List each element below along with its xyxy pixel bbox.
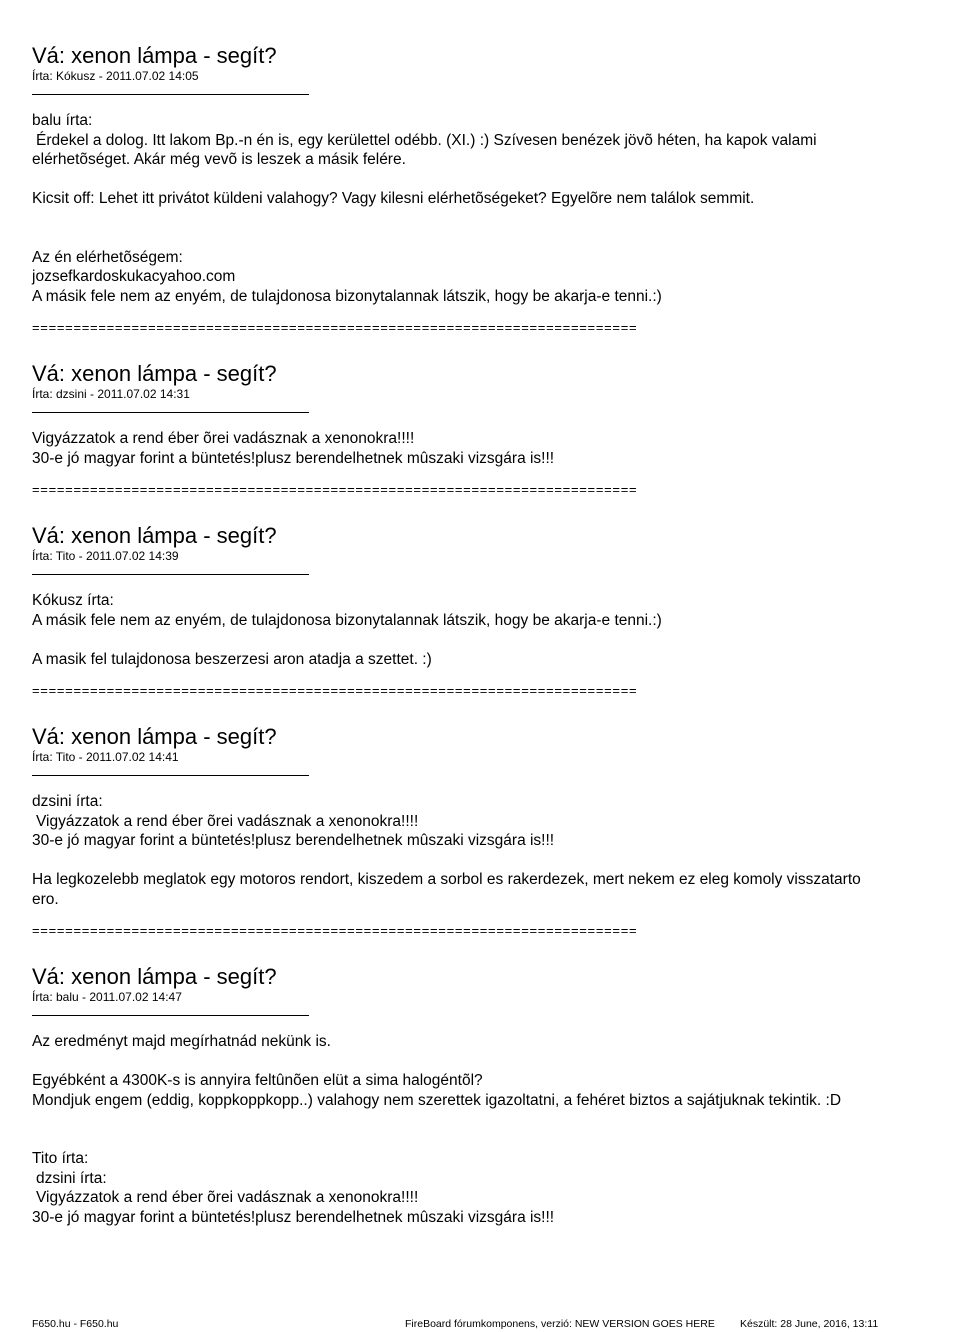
post-line [32, 209, 932, 229]
post-line: Az eredményt majd megírhatnád nekünk is. [32, 1033, 331, 1050]
footer-date: Készült: 28 June, 2016, 13:11 [740, 1318, 879, 1330]
forum-post [32, 723, 932, 939]
post-line: A másik fele nem az enyém, de tulajdonosa bizonytalannak látszik, hogy be akarja-e tenni.:) [32, 287, 662, 305]
post-separator: ========================================================================= [32, 683, 638, 698]
post-title: Vá: xenon lámpa - segít? [32, 43, 277, 68]
post-line: 30-e jó magyar forint a büntetés!plusz berendelhetnek mûszaki vizsgára is!!! [32, 832, 555, 849]
post-line [32, 630, 932, 650]
post-separator: ========================================================================= [32, 482, 638, 497]
post-author-date: Írta: Tito - 2011.07.02 14:41 [32, 750, 179, 764]
post-line [32, 1130, 932, 1150]
post-divider [32, 574, 309, 575]
post-line [32, 170, 932, 190]
post-line: dzsini írta: [36, 1169, 107, 1187]
post-line: Az én elérhetõségem: [32, 248, 183, 266]
post-line: Vigyázzatok a rend éber õrei vadásznak a xenonokra!!!! [36, 812, 419, 830]
post-author-date: Írta: balu - 2011.07.02 14:47 [32, 990, 182, 1004]
document [32, 42, 932, 1251]
post-line: Mondjuk engem (eddig, koppkoppkopp..) valahogy nem szerettek igazoltatni, a fehéret biztos a sajátjuknak tekintik. :D [32, 1091, 842, 1109]
post-title: Vá: xenon lámpa - segít? [32, 361, 277, 386]
forum-post [32, 42, 932, 336]
post-line: Érdekel a dolog. Itt lakom Bp.-n én is, egy kerülettel odébb. (XI.) :) Szívesen benézek jövõ héten, ha kapok valami [36, 131, 817, 149]
post-author-date: Írta: Kókusz - 2011.07.02 14:05 [32, 69, 199, 83]
post-line: ero. [32, 890, 59, 908]
post-divider [32, 775, 309, 776]
post-divider [32, 94, 309, 95]
post-author-date: Írta: Tito - 2011.07.02 14:39 [32, 549, 179, 563]
post-line [32, 228, 932, 248]
post-body [32, 792, 932, 909]
post-body [32, 591, 932, 669]
post-title: Vá: xenon lámpa - segít? [32, 724, 277, 749]
post-author-date: Írta: dzsini - 2011.07.02 14:31 [32, 387, 190, 401]
post-line: dzsini írta: [32, 793, 103, 810]
forum-post [32, 963, 932, 1227]
forum-post [32, 360, 932, 498]
post-body [32, 429, 932, 468]
post-line: Tito írta: [32, 1150, 89, 1167]
post-line: Vigyázzatok a rend éber õrei vadásznak a xenonokra!!!! [32, 430, 415, 447]
post-line: Vigyázzatok a rend éber õrei vadásznak a xenonokra!!!! [36, 1189, 419, 1206]
post-title: Vá: xenon lámpa - segít? [32, 523, 277, 548]
footer-site: F650.hu - F650.hu [32, 1318, 119, 1330]
post-line: Ha legkozelebb meglatok egy motoros rendort, kiszedem a sorbol es rakerdezek, mert nekem ez eleg komoly visszatarto [32, 871, 861, 888]
forum-post [32, 522, 932, 699]
post-separator: ========================================================================= [32, 320, 638, 335]
post-line [32, 1110, 932, 1130]
post-line: 30-e jó magyar forint a büntetés!plusz berendelhetnek mûszaki vizsgára is!!! [32, 449, 555, 467]
post-divider [32, 412, 309, 413]
post-line: balu írta: [32, 112, 93, 129]
post-body [32, 111, 932, 306]
post-line: Egyébként a 4300K-s is annyira feltûnõen elüt a sima halogéntõl? [32, 1072, 483, 1089]
footer-generator: FireBoard fórumkomponens, verzió: NEW VERSION GOES HERE [405, 1318, 715, 1330]
post-line [32, 851, 932, 871]
post-line: A másik fele nem az enyém, de tulajdonosa bizonytalannak látszik, hogy be akarja-e tenni.:) [32, 611, 662, 629]
post-divider [32, 1015, 309, 1016]
post-line: Kókusz írta: [32, 592, 114, 609]
post-title: Vá: xenon lámpa - segít? [32, 964, 277, 989]
post-line: jozsefkardoskukacyahoo.com [32, 268, 236, 285]
post-separator: ========================================================================= [32, 923, 638, 938]
post-line: 30-e jó magyar forint a büntetés!plusz berendelhetnek mûszaki vizsgára is!!! [32, 1208, 555, 1226]
post-line: A masik fel tulajdonosa beszerzesi aron atadja a szettet. :) [32, 650, 432, 668]
post-line [32, 1052, 932, 1072]
post-body [32, 1032, 932, 1227]
post-line: Kicsit off: Lehet itt privátot küldeni valahogy? Vagy kilesni elérhetõségeket? Egyelõre nem találok semmit. [32, 190, 755, 207]
post-line: elérhetõséget. Akár még vevõ is leszek a másik felére. [32, 151, 406, 168]
